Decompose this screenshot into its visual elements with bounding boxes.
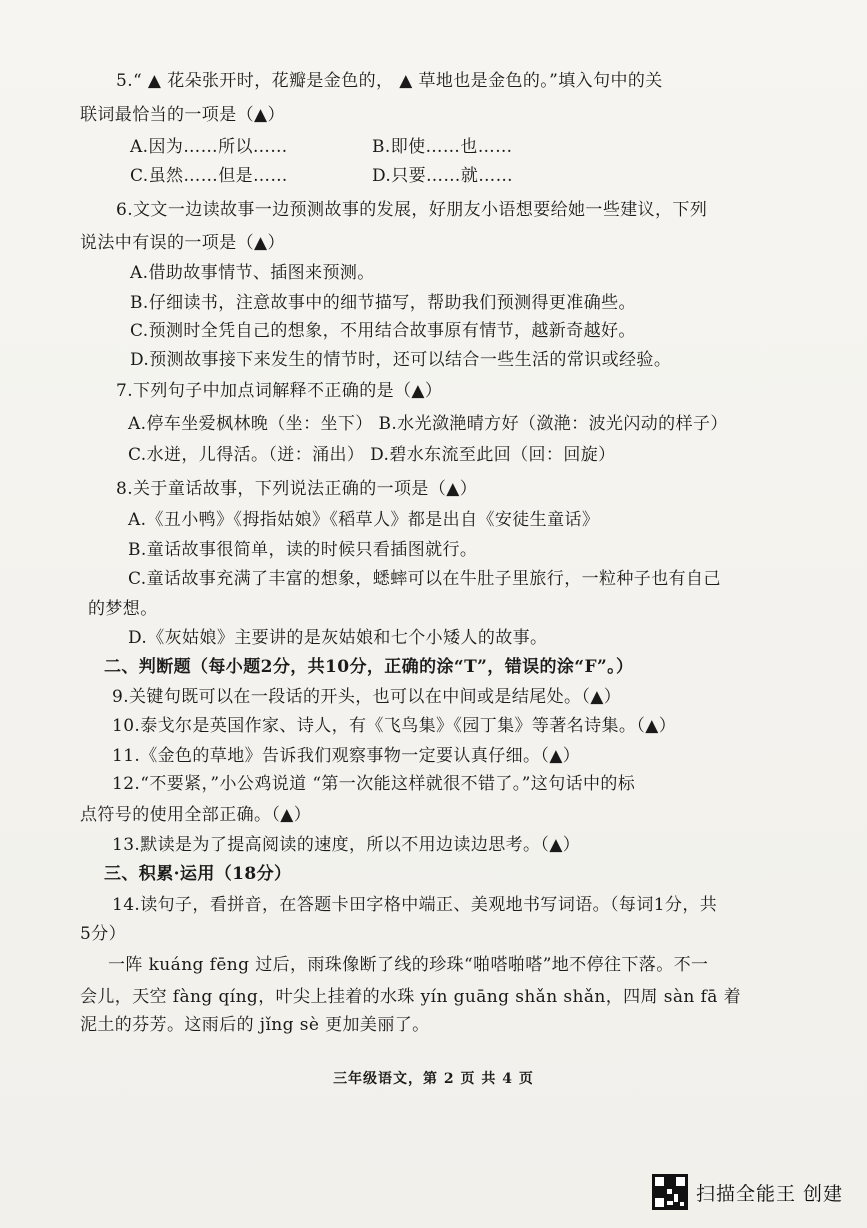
text-line: 泥土的芬芳。这雨后的 jǐng sè 更加美丽了。 [80, 1015, 430, 1035]
section-heading: 二、判断题（每小题2分，共10分，正确的涂“T”，错误的涂“F”。） [104, 657, 634, 677]
text-line: 9.关键句既可以在一段话的开头，也可以在中间或是结尾处。（▲） [112, 687, 622, 707]
text-line: C.虽然……但是…… [130, 166, 288, 186]
qr-code-icon [652, 1174, 688, 1210]
watermark-text: 扫描全能王 创建 [696, 1182, 844, 1205]
text-line: A.《丑小鸭》《拇指姑娘》《稻草人》都是出自《安徒生童话》 [128, 510, 600, 530]
text-line: 7.下列句子中加点词解释不正确的是（▲） [116, 381, 443, 401]
text-line: 会儿，天空 fàng qíng，叶尖上挂着的水珠 yín guāng shǎn shǎn，四周 sàn fā 着 [80, 987, 741, 1007]
text-line: 6.文文一边读故事一边预测故事的发展，好朋友小语想要给她一些建议，下列 [116, 200, 708, 220]
text-line: 联词最恰当的一项是（▲） [80, 105, 285, 125]
text-line: 的梦想。 [88, 599, 158, 619]
text-line: D.只要……就…… [372, 166, 514, 186]
text-line: 8.关于童话故事，下列说法正确的一项是（▲） [116, 479, 478, 499]
text-line: C.水迸，儿得活。（迸：涌出） D.碧水东流至此回（回：回旋） [128, 445, 616, 465]
text-line: B.即使……也…… [372, 137, 513, 157]
text-line: C.预测时全凭自己的想象，不用结合故事原有情节，越新奇越好。 [130, 321, 636, 341]
text-line: 5.“ ▲ 花朵张开时，花瓣是金色的， ▲ 草地也是金色的。”填入句中的关 [116, 71, 663, 91]
text-line: 点符号的使用全部正确。（▲） [80, 805, 312, 825]
text-line: A.停车坐爱枫林晚（坐：坐下） B.水光潋滟晴方好（潋滟：波光闪动的样子） [128, 414, 728, 434]
text-line: A.因为……所以…… [130, 137, 288, 157]
text-line: 14.读句子，看拼音，在答题卡田字格中端正、美观地书写词语。（每词1分，共 [112, 895, 718, 915]
text-line: B.童话故事很简单，读的时候只看插图就行。 [128, 540, 478, 560]
text-line: 12.“不要紧，”小公鸡说道 “第一次能这样就很不错了。”这句话中的标 [112, 774, 636, 794]
text-line: A.借助故事情节、插图来预测。 [130, 263, 375, 283]
scanner-watermark [652, 1172, 843, 1212]
text-line: 13.默读是为了提高阅读的速度，所以不用边读边思考。（▲） [112, 835, 581, 855]
text-line: 一阵 kuáng fēng 过后，雨珠像断了线的珍珠“啪嗒啪嗒”地不停往下落。不一 [108, 955, 709, 975]
text-line: D.预测故事接下来发生的情节时，还可以结合一些生活的常识或经验。 [130, 350, 672, 370]
text-line: 11.《金色的草地》告诉我们观察事物一定要认真仔细。（▲） [112, 746, 581, 766]
text-line: 说法中有误的一项是（▲） [80, 233, 285, 253]
text-line: B.仔细读书，注意故事中的细节描写，帮助我们预测得更准确些。 [130, 293, 636, 313]
text-line: 5分） [80, 924, 127, 944]
text-line: C.童话故事充满了丰富的想象，蟋蟀可以在牛肚子里旅行，一粒种子也有自己 [128, 569, 721, 589]
text-line: 10.泰戈尔是英国作家、诗人，有《飞鸟集》《园丁集》等著名诗集。（▲） [112, 716, 677, 736]
page-footer: 三年级语文，第 2 页 共 4 页 [333, 1071, 534, 1087]
section-heading: 三、积累·运用（18分） [104, 864, 292, 884]
text-line: D.《灰姑娘》主要讲的是灰姑娘和七个小矮人的故事。 [128, 628, 548, 648]
